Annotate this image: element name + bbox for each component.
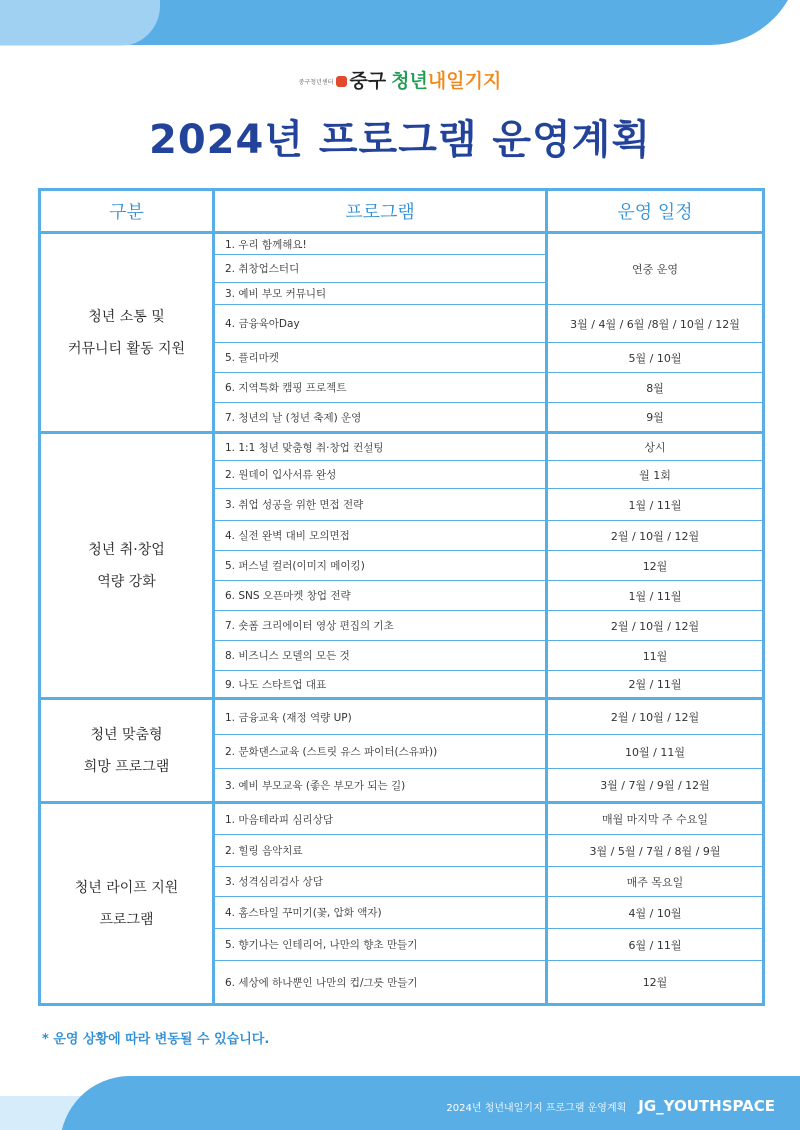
page-title: 2024년 프로그램 운영계획 bbox=[149, 117, 651, 163]
table-row bbox=[40, 433, 764, 461]
schedule-cell: 8월 bbox=[547, 373, 764, 403]
program-cell: 8. 비즈니스 모델의 모든 것 bbox=[214, 641, 547, 671]
schedule-cell: 3월 / 5월 / 7월 / 8월 / 9월 bbox=[547, 835, 764, 867]
category-line: 청년 라이프 지원 bbox=[74, 879, 179, 896]
table-body bbox=[40, 233, 764, 1005]
category-cell bbox=[40, 433, 214, 699]
schedule-cell: 상시 bbox=[547, 433, 764, 461]
header-program: 프로그램 bbox=[214, 190, 547, 233]
program-cell: 3. 취업 성공을 위한 면접 전략 bbox=[214, 489, 547, 521]
program-plan-table bbox=[38, 188, 765, 1006]
program-cell: 5. 퍼스널 컬러(이미지 메이킹) bbox=[214, 551, 547, 581]
schedule-cell: 1월 / 11월 bbox=[547, 581, 764, 611]
top-wave-light bbox=[0, 0, 160, 46]
table-header-row bbox=[40, 190, 764, 233]
brand-logo bbox=[0, 66, 800, 93]
schedule-cell: 5월 / 10월 bbox=[547, 343, 764, 373]
program-cell: 7. 숏폼 크리에이터 영상 편집의 기초 bbox=[214, 611, 547, 641]
table-row bbox=[40, 233, 764, 255]
program-cell: 2. 취창업스터디 bbox=[214, 255, 547, 283]
program-cell: 2. 문화댄스교육 (스트릿 유스 파이터(스유파)) bbox=[214, 735, 547, 769]
program-cell: 6. 세상에 하나뿐인 나만의 컵/그릇 만들기 bbox=[214, 961, 547, 1005]
category-line: 역량 강화 bbox=[97, 573, 156, 590]
program-cell: 9. 나도 스타트업 대표 bbox=[214, 671, 547, 699]
category-line: 청년 맞춤형 bbox=[90, 726, 163, 743]
program-cell: 4. 홈스타일 꾸미기(꽃, 압화 액자) bbox=[214, 897, 547, 929]
program-cell: 6. 지역특화 캠핑 프로젝트 bbox=[214, 373, 547, 403]
program-cell: 1. 1:1 청년 맞춤형 취·창업 컨설팅 bbox=[214, 433, 547, 461]
schedule-cell: 3월 / 7월 / 9월 / 12월 bbox=[547, 769, 764, 803]
program-cell: 3. 예비 부모교육 (좋은 부모가 되는 길) bbox=[214, 769, 547, 803]
logo-org-name: 중구청년센터 bbox=[298, 79, 334, 86]
logo-text-district: 중구 bbox=[349, 70, 387, 92]
schedule-cell: 매월 마지막 주 수요일 bbox=[547, 803, 764, 835]
schedule-cell: 2월 / 10월 / 12월 bbox=[547, 699, 764, 735]
program-cell: 6. SNS 오픈마켓 창업 전략 bbox=[214, 581, 547, 611]
schedule-cell: 1월 / 11월 bbox=[547, 489, 764, 521]
schedule-cell: 12월 bbox=[547, 551, 764, 581]
program-cell: 5. 플리마켓 bbox=[214, 343, 547, 373]
schedule-cell: 3월 / 4월 / 6월 /8월 / 10월 / 12월 bbox=[547, 305, 764, 343]
header-category: 구분 bbox=[40, 190, 214, 233]
category-cell bbox=[40, 233, 214, 433]
footer-doc-title: 2024년 청년내일기지 프로그램 운영계획 bbox=[446, 1103, 627, 1114]
schedule-cell: 2월 / 10월 / 12월 bbox=[547, 611, 764, 641]
logo-mark-icon bbox=[336, 76, 347, 87]
program-cell: 7. 청년의 날 (청년 축제) 운영 bbox=[214, 403, 547, 433]
footer bbox=[0, 1096, 775, 1115]
program-cell: 3. 예비 부모 커뮤니티 bbox=[214, 283, 547, 305]
category-line: 희망 프로그램 bbox=[83, 758, 170, 775]
logo-text-youth: 청년 bbox=[391, 70, 428, 92]
schedule-cell: 월 1회 bbox=[547, 461, 764, 489]
program-cell: 4. 실전 완벽 대비 모의면접 bbox=[214, 521, 547, 551]
top-decoration bbox=[0, 0, 800, 46]
header-schedule: 운영 일정 bbox=[547, 190, 764, 233]
schedule-cell: 11월 bbox=[547, 641, 764, 671]
program-cell: 4. 금융육아Day bbox=[214, 305, 547, 343]
category-line: 청년 취·창업 bbox=[88, 541, 165, 558]
table-row bbox=[40, 699, 764, 735]
logo-text-base: 내일기지 bbox=[427, 70, 502, 92]
program-cell: 1. 우리 함께해요! bbox=[214, 233, 547, 255]
schedule-cell: 매주 목요일 bbox=[547, 867, 764, 897]
schedule-cell: 2월 / 10월 / 12월 bbox=[547, 521, 764, 551]
program-cell: 5. 향기나는 인테리어, 나만의 향초 만들기 bbox=[214, 929, 547, 961]
program-cell: 2. 원데이 입사서류 완성 bbox=[214, 461, 547, 489]
table-row bbox=[40, 803, 764, 835]
category-line: 청년 소통 및 bbox=[88, 308, 165, 325]
schedule-cell: 2월 / 11월 bbox=[547, 671, 764, 699]
program-cell: 2. 힐링 음악치료 bbox=[214, 835, 547, 867]
change-notice: * 운영 상황에 따라 변동될 수 있습니다. bbox=[42, 1032, 270, 1047]
category-line: 프로그램 bbox=[99, 911, 154, 928]
schedule-cell: 4월 / 10월 bbox=[547, 897, 764, 929]
category-cell bbox=[40, 803, 214, 1005]
schedule-cell: 12월 bbox=[547, 961, 764, 1005]
footer-account: JG_YOUTHSPACE bbox=[638, 1097, 775, 1115]
program-cell: 1. 마음테라피 심리상담 bbox=[214, 803, 547, 835]
schedule-cell: 9월 bbox=[547, 403, 764, 433]
schedule-cell: 연중 운영 bbox=[547, 233, 764, 305]
category-line: 커뮤니티 활동 지원 bbox=[67, 340, 186, 357]
program-cell: 3. 성격심리검사 상담 bbox=[214, 867, 547, 897]
category-cell bbox=[40, 699, 214, 803]
program-cell: 1. 금융교육 (재정 역량 UP) bbox=[214, 699, 547, 735]
schedule-cell: 6월 / 11월 bbox=[547, 929, 764, 961]
schedule-cell: 10월 / 11월 bbox=[547, 735, 764, 769]
